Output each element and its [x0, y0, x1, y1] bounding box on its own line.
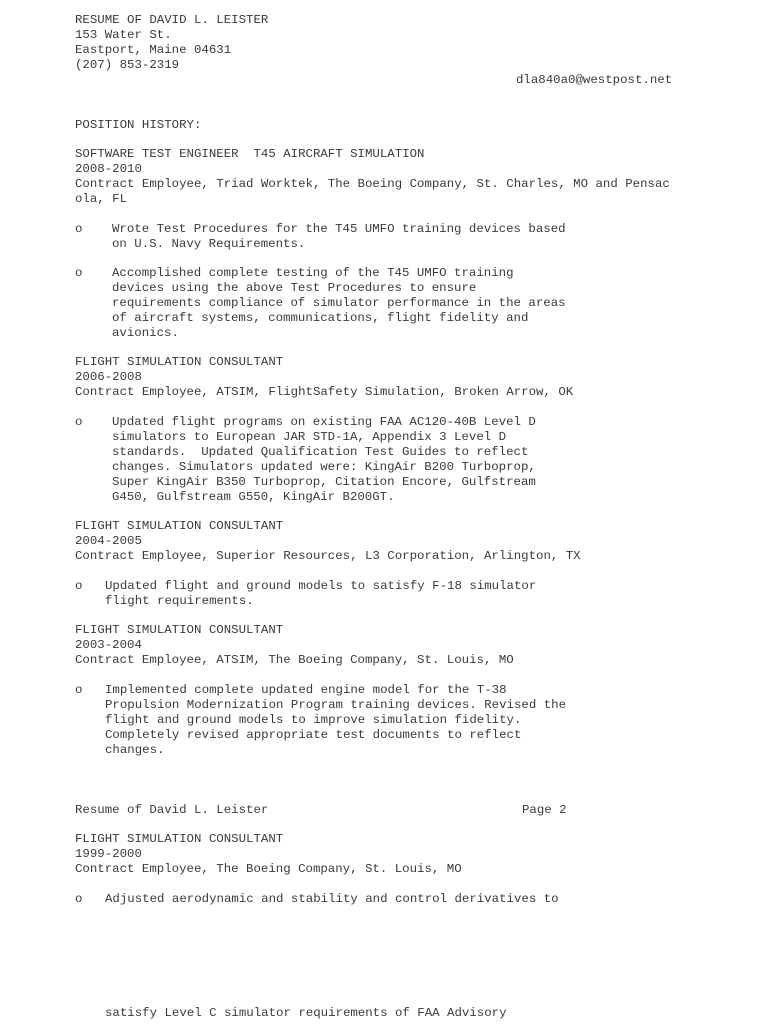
job-years: 2004-2005: [75, 534, 142, 548]
phone-number: (207) 853-2319: [75, 58, 180, 72]
bullet-marker: o: [75, 415, 83, 429]
job-employer: Contract Employee, Triad Worktek, The Boeing Company, St. Charles, MO and Pensac: [75, 177, 670, 191]
resume-name: RESUME OF DAVID L. LEISTER: [75, 13, 269, 27]
bullet-marker: o: [75, 222, 83, 236]
bullet-text: Completely revised appropriate test documents to reflect: [105, 728, 522, 742]
bullet-text: flight requirements.: [105, 594, 254, 608]
bullet-text: requirements compliance of simulator performance in the areas: [112, 296, 566, 310]
bullet-marker: o: [75, 579, 83, 593]
bullet-text: Accomplished complete testing of the T45 UMFO training: [112, 266, 514, 280]
job-employer: Contract Employee, ATSIM, FlightSafety Simulation, Broken Arrow, OK: [75, 385, 574, 399]
street-address: 153 Water St.: [75, 28, 172, 42]
bullet-text: satisfy Level C simulator requirements of FAA Advisory: [105, 1006, 507, 1020]
bullet-text: Updated flight programs on existing FAA AC120-40B Level D: [112, 415, 536, 429]
job-title: FLIGHT SIMULATION CONSULTANT: [75, 832, 284, 846]
job-years: 2008-2010: [75, 162, 142, 176]
job-employer: Contract Employee, Superior Resources, L3 Corporation, Arlington, TX: [75, 549, 581, 563]
job-employer-continued: ola, FL: [75, 192, 128, 206]
bullet-marker: o: [75, 892, 83, 906]
bullet-text: Wrote Test Procedures for the T45 UMFO training devices based: [112, 222, 566, 236]
bullet-text: standards. Updated Qualification Test Guides to reflect: [112, 445, 529, 459]
bullet-text: Propulsion Modernization Program training devices. Revised the: [105, 698, 567, 712]
bullet-marker: o: [75, 266, 83, 280]
page-number: Page 2: [522, 803, 567, 817]
section-title: POSITION HISTORY:: [75, 118, 202, 132]
bullet-text: of aircraft systems, communications, flight fidelity and: [112, 311, 529, 325]
email-address: dla840a0@westpost.net: [516, 73, 673, 87]
bullet-text: Super KingAir B350 Turboprop, Citation Encore, Gulfstream: [112, 475, 536, 489]
job-title: FLIGHT SIMULATION CONSULTANT: [75, 355, 284, 369]
bullet-text: devices using the above Test Procedures to ensure: [112, 281, 477, 295]
job-years: 2006-2008: [75, 370, 142, 384]
bullet-text: changes. Simulators updated were: KingAir B200 Turboprop,: [112, 460, 536, 474]
bullet-text: flight and ground models to improve simulation fidelity.: [105, 713, 522, 727]
bullet-text: changes.: [105, 743, 165, 757]
bullet-text: Updated flight and ground models to satisfy F-18 simulator: [105, 579, 537, 593]
job-title: SOFTWARE TEST ENGINEER T45 AIRCRAFT SIMULATION: [75, 147, 425, 161]
bullet-text: on U.S. Navy Requirements.: [112, 237, 306, 251]
job-title: FLIGHT SIMULATION CONSULTANT: [75, 623, 284, 637]
bullet-text: Adjusted aerodynamic and stability and control derivatives to: [105, 892, 559, 906]
bullet-text: avionics.: [112, 326, 179, 340]
job-title: FLIGHT SIMULATION CONSULTANT: [75, 519, 284, 533]
job-years: 1999-2000: [75, 847, 142, 861]
job-employer: Contract Employee, The Boeing Company, St. Louis, MO: [75, 862, 462, 876]
city-address: Eastport, Maine 04631: [75, 43, 232, 57]
running-header: Resume of David L. Leister: [75, 803, 269, 817]
bullet-text: G450, Gulfstream G550, KingAir B200GT.: [112, 490, 395, 504]
bullet-text: Implemented complete updated engine model for the T-38: [105, 683, 507, 697]
bullet-marker: o: [75, 683, 83, 697]
job-years: 2003-2004: [75, 638, 142, 652]
bullet-text: simulators to European JAR STD-1A, Appendix 3 Level D: [112, 430, 507, 444]
job-employer: Contract Employee, ATSIM, The Boeing Company, St. Louis, MO: [75, 653, 514, 667]
